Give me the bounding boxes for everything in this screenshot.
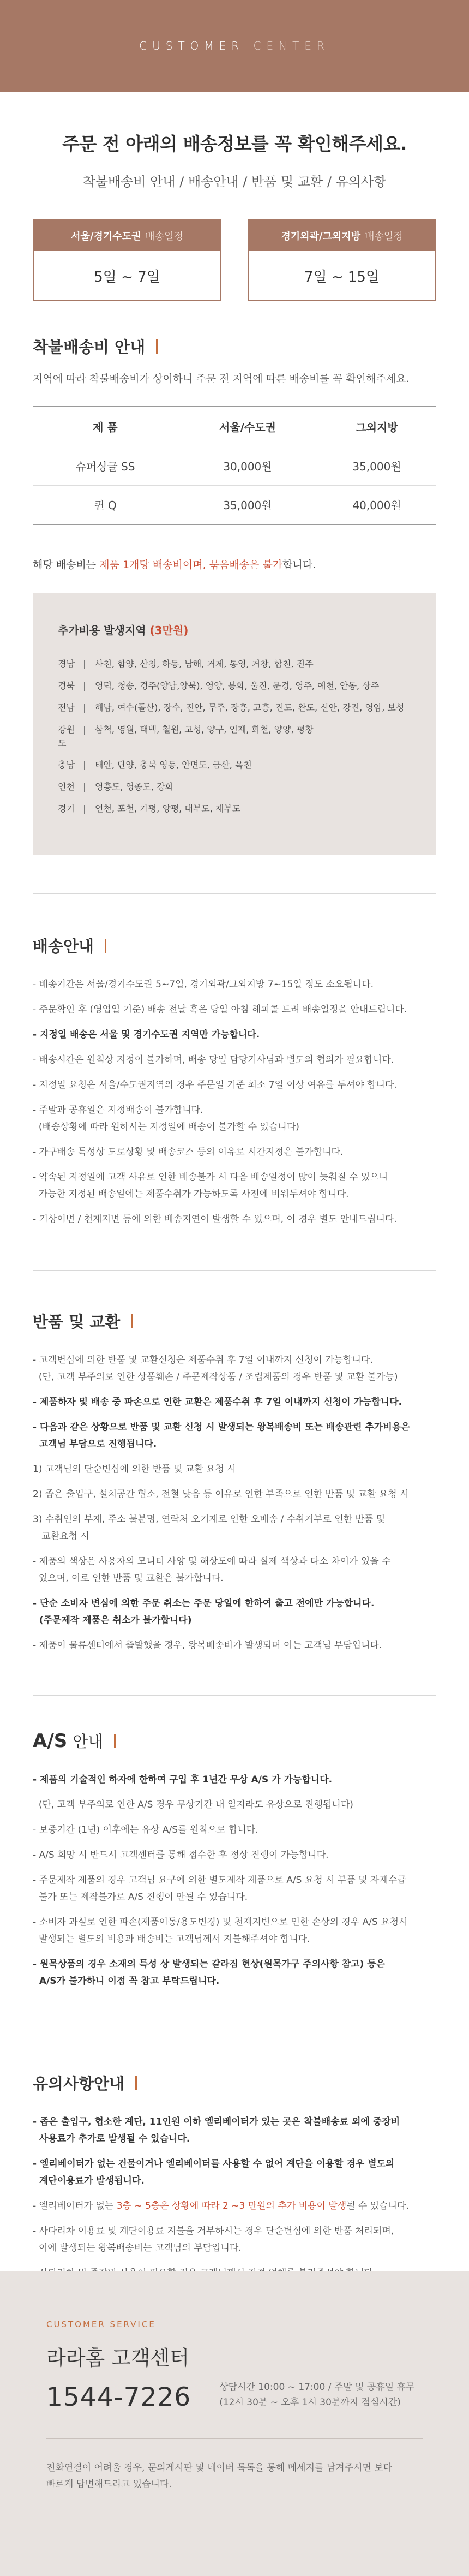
region-title-extra: (3만원) [149, 624, 189, 637]
list-item: - 원목상품의 경우 소재의 특성 상 발생되는 갈라짐 현상(원목가구 주의사항 참고) 등은 A/S가 불가하니 이점 꼭 참고 부탁드립니다. [33, 1959, 386, 1987]
region-name: 경기 [58, 803, 75, 814]
region-box-title [58, 622, 411, 637]
note-suffix: 합니다. [282, 559, 316, 571]
as-section [0, 1696, 469, 1990]
list-item: 2) 좁은 출입구, 설치공간 협소, 전철 낮음 등 이유로 인한 부족으로 인한 반품 및 교환 요청 시 [33, 1489, 409, 1500]
region-area-list: 사천, 함양, 산청, 하동, 남해, 거제, 통영, 거창, 합천, 진주 [95, 659, 314, 669]
region-separator: | [83, 782, 86, 792]
list-item: - 좁은 출입구, 협소한 계단, 11인원 이하 엘리베이터가 있는 곳은 착불배송료 외에 중장비 사용료가 추가로 발생될 수 있습니다. [33, 2116, 400, 2144]
region-area-list: 해남, 여수(돌산), 장수, 진안, 무주, 장흥, 고흥, 진도, 완도, 신안, 강진, 영암, 보성 [95, 702, 405, 713]
schedule-box-header [249, 220, 435, 251]
shipping-fee-note [0, 557, 469, 571]
region-row [58, 723, 411, 750]
list-item: - 제품이 물류센터에서 출발했을 경우, 왕복배송비가 발생되며 이는 고객님 부담입니다. [33, 1640, 382, 1651]
list-item: - 주문확인 후 (영업일 기준) 배송 전날 혹은 당일 아침 해피콜 드려 배송일정을 안내드립니다. [33, 1004, 407, 1015]
region-area-list: 영덕, 청송, 경주(양남,양북), 영양, 봉화, 울진, 문경, 영주, 예천, 안동, 상주 [95, 681, 380, 691]
region-separator: | [83, 681, 86, 691]
footer-hours-line: (12시 30분 ~ 오후 1시 30분까지 점심시간) [219, 2397, 401, 2408]
section-title [33, 1310, 436, 1332]
header-title [139, 39, 330, 52]
region-separator: | [83, 760, 86, 770]
list-item: (단, 고객 부주의로 인한 A/S 경우 무상기간 내 일지라도 유상으로 진행됩니다) [33, 1799, 353, 1810]
section-title-big: A/S [33, 1730, 68, 1752]
table-row [33, 485, 436, 524]
table-cell: 퀸 Q [94, 499, 117, 512]
schedule-box-province [248, 219, 436, 301]
footer-hours-line: 상담시간 10:00 ~ 17:00 / 주말 및 공휴일 휴무 [219, 2382, 415, 2393]
title-accent-bar [114, 1734, 116, 1748]
list-item-highlight: 3층 ~ 5층은 상황에 따라 2 ~3 만원의 추가 비용이 발생 [116, 2201, 347, 2211]
cautions-list [33, 2114, 436, 2282]
title-accent-bar [105, 939, 106, 953]
section-title [33, 2072, 436, 2094]
table-cell: 35,000원 [178, 485, 317, 524]
returns-list [33, 1352, 436, 1654]
footer-center-name: 라라홈 고객센터 [46, 2346, 189, 2370]
region-row [58, 679, 411, 693]
region-row [58, 657, 411, 671]
schedule-box-header [34, 220, 220, 251]
region-name: 전남 [58, 702, 75, 713]
footer-hours [219, 2380, 414, 2412]
region-separator: | [83, 702, 86, 713]
shipping-fee-description: 지역에 따라 착불배송비가 상이하니 주문 전 지역에 따른 배송비를 꼭 확인해주세요. [33, 373, 410, 385]
as-list [33, 1772, 436, 1990]
list-item: - 사다리차 이용료 및 계단이용료 지불을 거부하시는 경우 단순변심에 의한 반품 처리되며, 이에 발생되는 왕복배송비는 고객님의 부담입니다. [33, 2226, 394, 2253]
delivery-list [33, 976, 436, 1228]
footer-phone-row [46, 2380, 423, 2412]
intro-subheading: 착불배송비 안내 / 배송안내 / 반품 및 교환 / 유의사항 [82, 174, 387, 189]
list-item: - 주말과 공휴일은 지정배송이 불가합니다. (배송상황에 따라 원하시는 지정일에 배송이 불가할 수 있습니다) [33, 1105, 299, 1132]
schedule-region-label: 서울/경기수도권 [71, 231, 141, 242]
table-cell: 30,000원 [178, 446, 317, 485]
section-title-text: 배송안내 [33, 937, 94, 956]
schedule-value: 5일 ~ 7일 [94, 269, 160, 285]
table-cell: 슈퍼싱글 SS [33, 446, 178, 485]
schedule-value: 7일 ~ 15일 [304, 269, 380, 285]
region-separator: | [83, 659, 86, 669]
section-title [33, 335, 436, 357]
returns-section [0, 1271, 469, 1654]
header-banner [0, 0, 469, 92]
shipping-fee-table [33, 406, 436, 525]
list-item: - 주문제작 제품의 경우 고객님 요구에 의한 별도제작 제품으로 A/S 요청 시 부품 및 자재수급 불가 또는 제작불가로 A/S 진행이 안될 수 있습니다. [33, 1875, 406, 1903]
table-header-cell: 제 품 [33, 407, 178, 446]
list-item [33, 2198, 436, 2215]
schedule-box-metro [33, 219, 221, 301]
note-highlight: 제품 1개당 배송비이며, 묶음배송은 불가 [99, 559, 283, 571]
list-item: - A/S 희망 시 반드시 고객센터를 통해 접수한 후 정상 진행이 가능합니다. [33, 1850, 329, 1861]
header-title-light: CENTER [253, 39, 330, 52]
region-area-list: 연천, 포천, 가평, 양평, 대부도, 제부도 [95, 803, 241, 814]
region-row [58, 802, 411, 815]
section-title-text: 안내 [73, 1732, 104, 1751]
customer-service-footer [0, 2271, 469, 2576]
section-title-text: 착불배송비 안내 [33, 338, 146, 356]
list-item: - 지정일 배송은 서울 및 경기수도권 지역만 가능합니다. [33, 1029, 260, 1040]
list-item: - 다음과 같은 상황으로 반품 및 교환 신청 시 발생되는 왕복배송비 또는 배송관련 추가비용은 고객님 부담으로 진행됩니다. [33, 1422, 410, 1450]
section-title [33, 934, 436, 957]
list-item: 1) 고객님의 단순변심에 의한 반품 및 교환 요청 시 [33, 1464, 236, 1475]
table-header-row [33, 407, 436, 446]
schedule-region-label: 경기외곽/그외지방 [281, 231, 361, 242]
extra-cost-region-box [33, 593, 436, 855]
header-title-main: CUSTOMER [139, 39, 245, 52]
delivery-schedule-row [0, 219, 469, 301]
region-area-list: 태안, 단양, 충북 영동, 안면도, 금산, 옥천 [95, 760, 252, 770]
region-name: 인천 [58, 782, 75, 792]
list-item: - 배송시간은 원칙상 지정이 불가하며, 배송 당일 담당기사님과 별도의 협의가 필요합니다. [33, 1054, 394, 1065]
region-title-text: 추가비용 발생지역 [58, 624, 146, 637]
list-item: - 가구배송 특성상 도로상황 및 배송코스 등의 이유로 시간지정은 불가합니다. [33, 1147, 344, 1158]
list-item: - 고객변심에 의한 반품 및 교환신청은 제품수취 후 7일 이내까지 신청이 가능합니다. (단, 고객 부주의로 인한 상품훼손 / 주문제작상품 / 조립제품의 경우 반품 및 교환 불가능) [33, 1355, 398, 1382]
list-item-text: - 엘리베이터가 없는 [33, 2201, 117, 2211]
list-item-text: 될 수 있습니다. [346, 2201, 409, 2211]
list-item: 3) 수취인의 부재, 주소 불분명, 연락처 오기재로 인한 오배송 / 수취거부로 인한 반품 및 교환요청 시 [33, 1514, 386, 1542]
region-separator: | [83, 724, 86, 735]
footer-eyebrow: CUSTOMER SERVICE [46, 2319, 156, 2329]
section-title [33, 1730, 436, 1752]
region-name: 강원도 [58, 724, 75, 748]
region-area-list: 영흥도, 영종도, 강화 [95, 782, 173, 792]
list-item: - 제품의 기술적인 하자에 한하여 구입 후 1년간 무상 A/S 가 가능합니다. [33, 1774, 333, 1785]
note-prefix: 해당 배송비는 [33, 559, 100, 571]
region-list [58, 657, 411, 815]
list-item: - 단순 소비자 변심에 의한 주문 취소는 주문 당일에 한하여 출고 전에만 가능합니다. (주문제작 제품은 취소가 불가합니다) [33, 1598, 375, 1626]
list-item: - 약속된 지정일에 고객 사유로 인한 배송불가 시 다음 배송일정이 많이 늦춰질 수 있으니 가능한 지정된 배송일에는 제품수취가 가능하도록 사전에 비워두셔야 합니다. [33, 1172, 388, 1200]
shipping-fee-section [0, 335, 469, 525]
table-header-cell: 서울/수도권 [178, 407, 317, 446]
table-row [33, 446, 436, 485]
list-item: - 소비자 과실로 인한 파손(제품이동/용도변경) 및 천재지변으로 인한 손상의 경우 A/S 요청시 발생되는 별도의 비용과 배송비는 고객님께서 지불해주셔야 합니다. [33, 1917, 408, 1945]
cautions-section [0, 2031, 469, 2282]
intro-heading: 주문 전 아래의 배송정보를 꼭 확인해주세요. [62, 133, 407, 154]
region-area-list: 삼척, 영월, 태백, 철원, 고성, 양구, 인제, 화천, 양양, 평창 [95, 724, 314, 735]
region-separator: | [83, 803, 86, 814]
list-item: - 엘리베이터가 없는 건물이거나 엘리베이터를 사용할 수 없어 계단을 이용할 경우 별도의 계단이용료가 발생됩니다. [33, 2158, 395, 2186]
list-item: - 보증기간 (1년) 이후에는 유상 A/S를 원칙으로 합니다. [33, 1824, 258, 1835]
list-item: - 지정일 요청은 서울/수도권지역의 경우 주문일 기준 최소 7일 이상 여유를 두셔야 합니다. [33, 1080, 397, 1090]
title-accent-bar [156, 339, 158, 354]
region-name: 경남 [58, 659, 75, 669]
footer-phone-number[interactable]: 1544-7226 [46, 2382, 191, 2412]
region-row [58, 780, 411, 794]
list-item: - 제품의 색상은 사용자의 모니터 사양 및 해상도에 따라 실제 색상과 다소 차이가 있을 수 있으며, 이로 인한 반품 및 교환은 불가합니다. [33, 1556, 391, 1584]
list-item: - 제품하자 및 배송 중 파손으로 인한 교환은 제품수취 후 7일 이내까지 신청이 가능합니다. [33, 1397, 402, 1408]
delivery-section [0, 894, 469, 1228]
schedule-region-sub: 배송일정 [145, 231, 183, 242]
table-header-cell: 그외지방 [317, 407, 436, 446]
list-item: - 기상이변 / 천재지변 등에 의한 배송지연이 발생할 수 있으며, 이 경우 별도 안내드립니다. [33, 1214, 397, 1225]
section-title-text: 유의사항안내 [33, 2074, 125, 2093]
region-name: 충남 [58, 760, 75, 770]
title-accent-bar [135, 2076, 137, 2090]
table-cell: 35,000원 [317, 446, 436, 485]
intro-section [0, 92, 469, 190]
table-cell: 40,000원 [317, 485, 436, 524]
section-title-text: 반품 및 교환 [33, 1313, 121, 1331]
region-row [58, 758, 411, 772]
region-row [58, 701, 411, 714]
title-accent-bar [131, 1314, 133, 1328]
list-item: - 배송기간은 서울/경기수도권 5~7일, 경기외곽/그외지방 7~15일 정도 소요됩니다. [33, 979, 374, 990]
footer-divider [46, 2438, 423, 2439]
schedule-region-sub: 배송일정 [365, 231, 403, 242]
footer-note: 전화연결이 어려울 경우, 문의게시판 및 네이버 톡톡을 통해 메세지를 남겨주시면 보다 빠르게 답변해드리고 있습니다. [46, 2462, 393, 2490]
region-name: 경북 [58, 681, 75, 691]
